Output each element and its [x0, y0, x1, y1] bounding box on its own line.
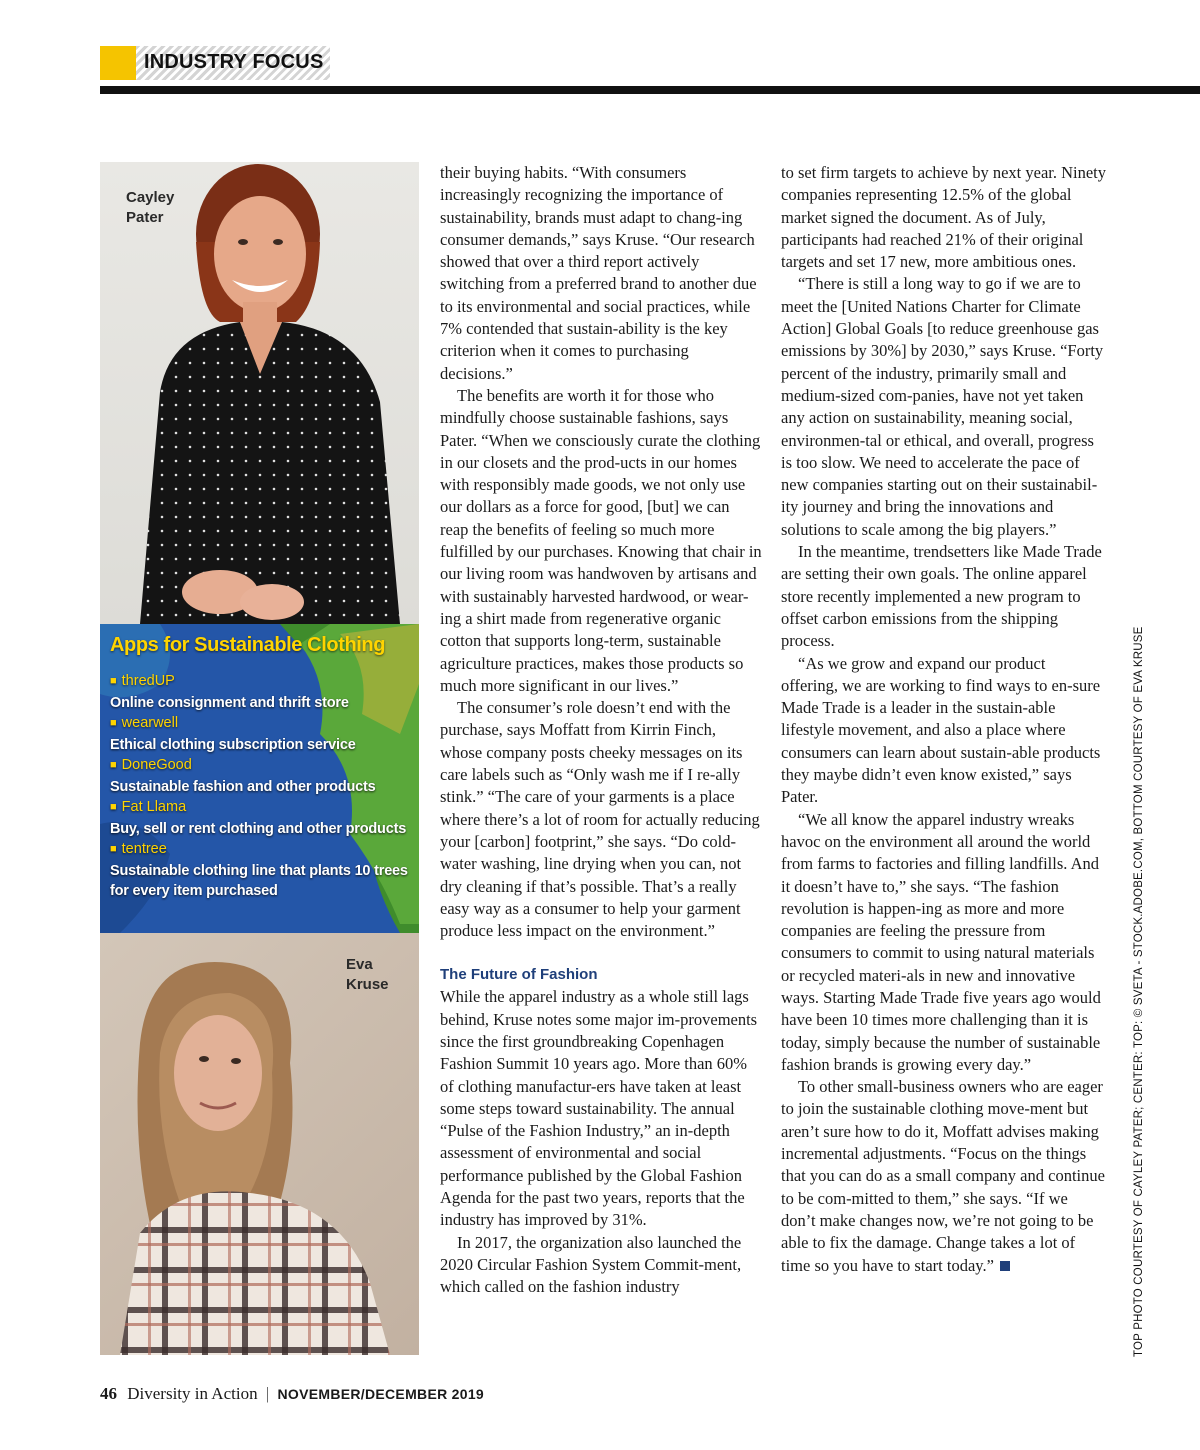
photo-caption-bottom: [346, 955, 389, 995]
paragraph: “We all know the apparel industry wreaks havoc on the environment all around the world from farms to factories and filling landfills. And it doesn’t have to,” she says. “The fashion revolution is happen-ing as more and more companies are feeling the pressure from consumers to commit to using natural materials or recycled materi-als in new and innovative ways. Starting Made Trade five years ago would have been 10 times more challenging than it is today, simply because the number of sustainable fashion brands is growing every day.”: [781, 809, 1101, 1074]
section-tab: [100, 46, 330, 80]
article-column-2: [781, 162, 1106, 1277]
header-rule: [100, 86, 1200, 94]
app-description: Buy, sell or rent clothing and other products: [110, 820, 407, 837]
paragraph: The consumer’s role doesn’t end with the purchase, says Moffatt from Kirrin Finch, whose company posts cheeky messages on its care labels such as “Only wash me if I re-ally stink.” “The care of your garments is a place where there’s a lot of room for actually reducing your [carbon] footprint,” she says. “Do cold-water washing, line drying when you can, not dry cleaning if that’s possible. That’s a really easy way as a consumer to help your garment produce less impact on the environment.”: [440, 698, 760, 941]
article-subhead: The Future of Fashion: [440, 966, 598, 984]
portrait-illustration-pater: [100, 162, 419, 624]
page-footer: [100, 1384, 484, 1404]
paragraph: their buying habits. “With consumers increasingly recognizing the importance of sustainability, brands must adapt to chang-ing consumer demands,” says Kruse. “Our research showed that over a third report actively switching from a preferred brand to another due to its environmental and social practices, while 7% contended that sustain-ability is the key criterion when it comes to purchasing decisions.”: [440, 163, 757, 383]
sidebar-title: Apps for Sustainable Clothing: [110, 634, 386, 656]
app-name: ■ wearwell: [110, 713, 411, 735]
portrait-illustration-kruse: [100, 933, 419, 1355]
paragraph: “There is still a long way to go if we are to meet the [United Nations Charter for Climate Action] Global Goals [to reduce greenhouse gas emissions by 30%] by 2030,” says Kruse. “Forty percent of the industry, primarily small and medium-sized com-panies, have not yet taken any action on sustainability, meaning social, environmen-tal or ethical, and overall, progress is too slow. We need to accelerate the pace of new companies starting out on their sustainabil-ity journey and bring the innovations and solutions to scale among the big players.”: [781, 274, 1104, 539]
caption-last-name: Kruse: [346, 976, 389, 993]
paragraph-text: To other small-business owners who are eager to join the sustainable clothing move-ment but aren’t sure how to do it, Moffatt advises making incremental adjustments. “Focus on the things that you can do as a small company and continue to be com-mitted to them,” she says. “If we don’t make changes now, we’re not going to be able to fix the damage. Change takes a lot of time so you have to start today.”: [781, 1077, 1105, 1275]
end-of-article-mark: [1000, 1261, 1010, 1271]
paragraph: In the meantime, trendsetters like Made Trade are setting their own goals. The online apparel store recently implemented a new program to offset carbon emissions from the shipping process.: [781, 542, 1102, 651]
caption-first-name: Cayley: [126, 189, 175, 206]
list-item: [110, 839, 411, 902]
paragraph: While the apparel industry as a whole still lags behind, Kruse notes some major im-provements since the first groundbreaking Copenhagen Fashion Summit 10 years ago. More than 60% of clothing manufactur-ers have taken at least some steps toward sustainability. The annual “Pulse of the Fashion Industry,” an in-depth assessment of environmental and social performance published by the Global Fashion Agenda for the past two years, reports that the industry has improved by 31%.: [440, 987, 758, 1230]
page-number: 46: [100, 1384, 117, 1403]
photo-eva-kruse: [100, 933, 419, 1355]
paragraph: In 2017, the organization also launched the 2020 Circular Fashion System Commit-ment, which called on the fashion industry: [440, 1232, 742, 1297]
photo-caption-top: [126, 188, 174, 228]
section-label: INDUSTRY FOCUS: [144, 51, 324, 73]
app-name: ■ DoneGood: [110, 755, 411, 777]
paragraph: “As we grow and expand our product offering, we are working to find ways to en-sure Made Trade is a leader in the sustain-able lifestyle movement, and also a place where consumers can learn about sustain-able products they maybe didn’t even know existed,” says Pater.: [781, 653, 1101, 807]
list-item: [110, 713, 411, 755]
caption-last-name: Pater: [126, 209, 164, 226]
section-tab-accent: [100, 46, 136, 80]
apps-sidebar: [100, 624, 419, 933]
photo-credit: TOP PHOTO COURTESY OF CAYLEY PATER; CENTER: TOP: © SVETA - STOCK.ADOBE.COM, BOTTOM COURTESY OF EVA KRUSE: [1133, 626, 1145, 1357]
photo-cayley-pater: [100, 162, 419, 624]
paragraph: The benefits are worth it for those who mindfully choose sustainable fashions, says Pater. “When we consciously curate the clothing in our closets and the prod-ucts in our homes with responsibly made goods, we not only use our dollars as a force for good, [but] we can reap the benefits of feeling so much more fulfilled by our purchases. Knowing that chair in our living room was handwoven by artisans and with sustainably harvested hardwood, or wear-ing a shirt made from regenerative organic cotton that supports long-term, sustainable agriculture practices, makes those products so much more significant in our lives.”: [440, 385, 762, 695]
app-description: Sustainable clothing line that plants 10 trees for every item purchased: [110, 862, 408, 899]
app-name: ■ Fat Llama: [110, 797, 411, 819]
footer-separator: |: [265, 1384, 270, 1403]
app-description: Sustainable fashion and other products: [110, 778, 376, 795]
caption-first-name: Eva: [346, 956, 373, 973]
list-item: [110, 755, 411, 797]
list-item: [110, 671, 411, 713]
publication-name: Diversity in Action: [127, 1384, 258, 1403]
article-column-1: [440, 162, 762, 1299]
app-name: ■ thredUP: [110, 671, 411, 693]
app-name: ■ tentree: [110, 839, 411, 861]
paragraph: to set firm targets to achieve by next year. Ninety companies representing 12.5% of the global market signed the document. As of July, participants had reached 21% of their original targets and set 17 new, more ambitious ones.: [781, 163, 1107, 272]
app-description: Ethical clothing subscription service: [110, 736, 356, 753]
paragraph-final: [781, 1076, 1106, 1277]
app-description: Online consignment and thrift store: [110, 694, 349, 711]
list-item: [110, 797, 411, 839]
issue-date: NOVEMBER/DECEMBER 2019: [277, 1386, 485, 1402]
